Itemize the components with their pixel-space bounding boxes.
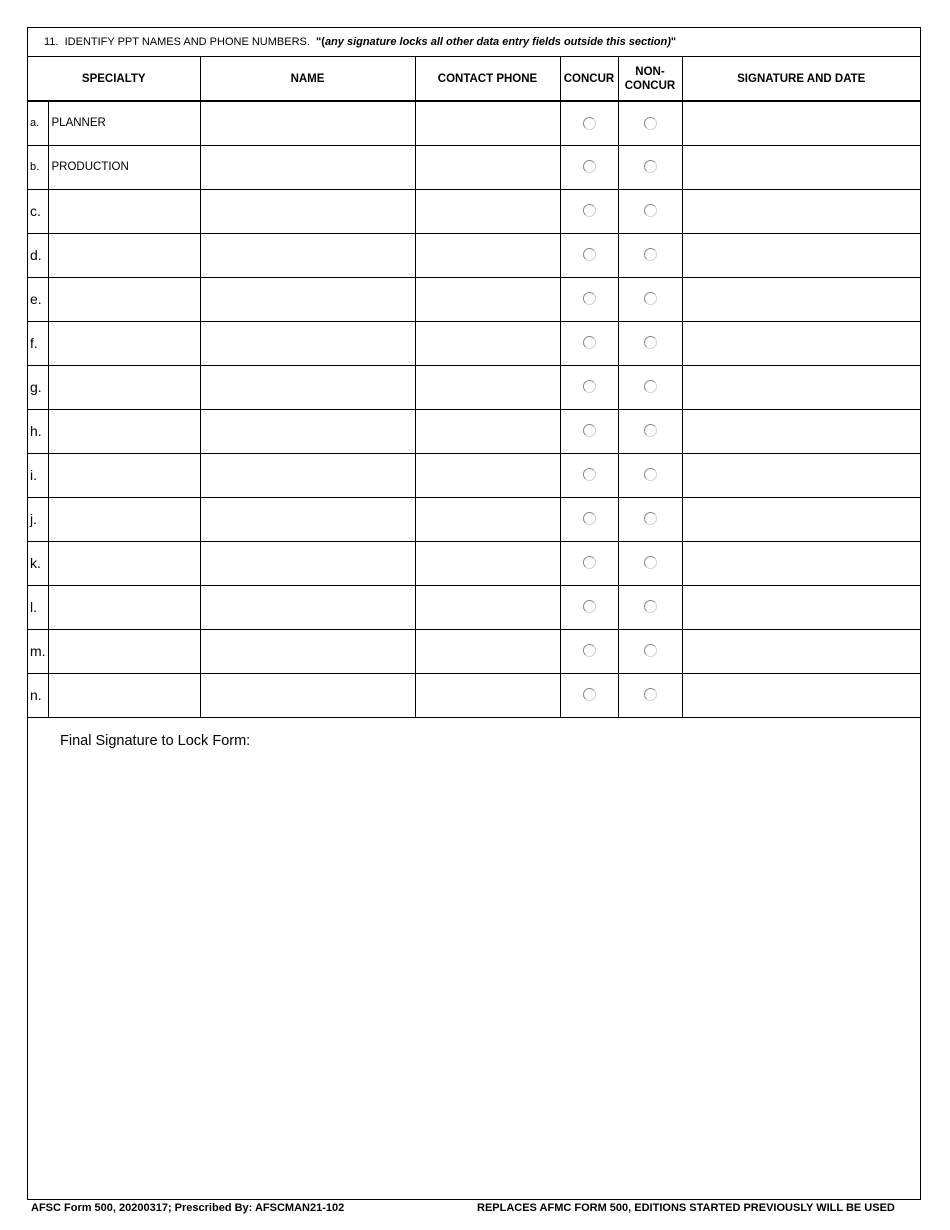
non-concur-radio[interactable]	[644, 556, 657, 569]
signature-field[interactable]	[682, 321, 920, 365]
table-row	[28, 365, 920, 409]
col-signature: SIGNATURE AND DATE	[682, 57, 920, 101]
table-row	[28, 409, 920, 453]
name-field[interactable]	[200, 277, 415, 321]
footer-form-id: AFSC Form 500, 20200317; Prescribed By: AFSCMAN21-102	[31, 1202, 345, 1214]
name-field[interactable]	[200, 189, 415, 233]
specialty-field[interactable]	[48, 497, 200, 541]
table-row	[28, 629, 920, 673]
table-row	[28, 233, 920, 277]
row-letter: f.	[28, 321, 48, 365]
concur-radio[interactable]	[583, 248, 596, 261]
contact-phone-field[interactable]	[415, 189, 560, 233]
row-letter: i.	[28, 453, 48, 497]
signature-field[interactable]	[682, 585, 920, 629]
row-letter: a.	[28, 101, 48, 145]
non-concur-cell	[618, 585, 682, 629]
col-concur: CONCUR	[560, 57, 618, 101]
concur-cell	[560, 453, 618, 497]
non-concur-cell	[618, 673, 682, 717]
row-letter: h.	[28, 409, 48, 453]
concur-radio[interactable]	[583, 117, 596, 130]
concur-radio[interactable]	[583, 424, 596, 437]
concur-radio[interactable]	[583, 336, 596, 349]
concur-cell	[560, 541, 618, 585]
section-number: 11.	[44, 36, 59, 48]
concur-cell	[560, 497, 618, 541]
concur-cell	[560, 233, 618, 277]
signature-field[interactable]	[682, 453, 920, 497]
contact-phone-field[interactable]	[415, 497, 560, 541]
specialty-field[interactable]	[48, 453, 200, 497]
signature-field[interactable]	[682, 629, 920, 673]
non-concur-radio[interactable]	[644, 336, 657, 349]
non-concur-radio[interactable]	[644, 248, 657, 261]
col-non-concur-line1: NON-	[635, 65, 665, 78]
concur-cell	[560, 629, 618, 673]
name-field[interactable]	[200, 453, 415, 497]
signature-field[interactable]	[682, 673, 920, 717]
row-letter: b.	[28, 145, 48, 189]
table-row	[28, 189, 920, 233]
table-row	[28, 145, 920, 189]
concur-radio[interactable]	[583, 160, 596, 173]
non-concur-cell	[618, 277, 682, 321]
concur-radio[interactable]	[583, 644, 596, 657]
non-concur-radio[interactable]	[644, 468, 657, 481]
final-signature-label: Final Signature to Lock Form:	[60, 733, 251, 749]
non-concur-radio[interactable]	[644, 160, 657, 173]
table-header-row	[28, 57, 920, 101]
signature-field[interactable]	[682, 365, 920, 409]
contact-phone-field[interactable]	[415, 673, 560, 717]
col-specialty: SPECIALTY	[28, 57, 200, 101]
table-row	[28, 585, 920, 629]
signature-field[interactable]	[682, 101, 920, 145]
name-field[interactable]	[200, 409, 415, 453]
row-letter: j.	[28, 497, 48, 541]
row-letter: n.	[28, 673, 48, 717]
concur-cell	[560, 189, 618, 233]
footer-replaces: REPLACES AFMC FORM 500, EDITIONS STARTED PREVIOUSLY WILL BE USED	[477, 1202, 895, 1214]
non-concur-radio[interactable]	[644, 600, 657, 613]
signature-field[interactable]	[682, 233, 920, 277]
row-letter: d.	[28, 233, 48, 277]
ppt-table	[28, 57, 920, 718]
row-letter: m.	[28, 629, 48, 673]
contact-phone-field[interactable]	[415, 541, 560, 585]
non-concur-radio[interactable]	[644, 292, 657, 305]
contact-phone-field[interactable]	[415, 145, 560, 189]
col-non-concur	[618, 57, 682, 101]
specialty-field[interactable]: PRODUCTION	[48, 145, 200, 189]
name-field[interactable]	[200, 629, 415, 673]
name-field[interactable]	[200, 497, 415, 541]
row-letter: c.	[28, 189, 48, 233]
name-field[interactable]	[200, 541, 415, 585]
non-concur-cell	[618, 321, 682, 365]
name-field[interactable]	[200, 101, 415, 145]
concur-radio[interactable]	[583, 556, 596, 569]
concur-radio[interactable]	[583, 292, 596, 305]
concur-cell	[560, 101, 618, 145]
name-field[interactable]	[200, 145, 415, 189]
name-field[interactable]	[200, 673, 415, 717]
table-row	[28, 541, 920, 585]
specialty-field[interactable]	[48, 321, 200, 365]
col-contact-phone: CONTACT PHONE	[415, 57, 560, 101]
section-note: any signature locks all other data entry fields outside this section)	[324, 36, 671, 48]
non-concur-radio[interactable]	[644, 380, 657, 393]
signature-field[interactable]	[682, 145, 920, 189]
col-non-concur-line2: CONCUR	[624, 79, 676, 92]
non-concur-radio[interactable]	[644, 117, 657, 130]
contact-phone-field[interactable]	[415, 365, 560, 409]
specialty-field[interactable]	[48, 541, 200, 585]
col-name: NAME	[200, 57, 415, 101]
contact-phone-field[interactable]	[415, 409, 560, 453]
contact-phone-field[interactable]	[415, 277, 560, 321]
non-concur-cell	[618, 189, 682, 233]
signature-field[interactable]	[682, 541, 920, 585]
signature-field[interactable]	[682, 277, 920, 321]
non-concur-cell	[618, 233, 682, 277]
concur-cell	[560, 277, 618, 321]
non-concur-cell	[618, 365, 682, 409]
signature-field[interactable]	[682, 497, 920, 541]
non-concur-cell	[618, 409, 682, 453]
name-field[interactable]	[200, 365, 415, 409]
non-concur-radio[interactable]	[644, 644, 657, 657]
row-letter: l.	[28, 585, 48, 629]
concur-radio[interactable]	[583, 204, 596, 217]
name-field[interactable]	[200, 321, 415, 365]
non-concur-radio[interactable]	[644, 204, 657, 217]
row-letter: e.	[28, 277, 48, 321]
note-close: "	[670, 36, 677, 48]
contact-phone-field[interactable]	[415, 453, 560, 497]
non-concur-cell	[618, 497, 682, 541]
specialty-field[interactable]	[48, 189, 200, 233]
concur-cell	[560, 585, 618, 629]
concur-radio[interactable]	[583, 380, 596, 393]
non-concur-radio[interactable]	[644, 688, 657, 701]
concur-cell	[560, 145, 618, 189]
contact-phone-field[interactable]	[415, 585, 560, 629]
section-heading: IDENTIFY PPT NAMES AND PHONE NUMBERS.	[64, 36, 310, 48]
name-field[interactable]	[200, 233, 415, 277]
table-row	[28, 673, 920, 717]
name-field[interactable]	[200, 585, 415, 629]
row-letter: k.	[28, 541, 48, 585]
specialty-field[interactable]	[48, 365, 200, 409]
non-concur-cell	[618, 453, 682, 497]
concur-cell	[560, 321, 618, 365]
concur-cell	[560, 365, 618, 409]
form-frame	[27, 27, 921, 1200]
contact-phone-field[interactable]	[415, 321, 560, 365]
specialty-field[interactable]	[48, 277, 200, 321]
contact-phone-field[interactable]	[415, 629, 560, 673]
note-open: "(	[316, 36, 325, 48]
specialty-field[interactable]	[48, 409, 200, 453]
non-concur-cell	[618, 541, 682, 585]
table-row	[28, 497, 920, 541]
specialty-field[interactable]	[48, 673, 200, 717]
concur-radio[interactable]	[583, 468, 596, 481]
concur-radio[interactable]	[583, 512, 596, 525]
table-row	[28, 453, 920, 497]
non-concur-cell	[618, 101, 682, 145]
non-concur-radio[interactable]	[644, 512, 657, 525]
specialty-field[interactable]	[48, 233, 200, 277]
specialty-field[interactable]	[48, 585, 200, 629]
contact-phone-field[interactable]	[415, 101, 560, 145]
non-concur-cell	[618, 145, 682, 189]
table-row	[28, 101, 920, 145]
concur-cell	[560, 409, 618, 453]
non-concur-cell	[618, 629, 682, 673]
contact-phone-field[interactable]	[415, 233, 560, 277]
concur-radio[interactable]	[583, 688, 596, 701]
signature-field[interactable]	[682, 189, 920, 233]
specialty-field[interactable]: PLANNER	[48, 101, 200, 145]
concur-radio[interactable]	[583, 600, 596, 613]
non-concur-radio[interactable]	[644, 424, 657, 437]
section-title	[28, 28, 920, 57]
concur-cell	[560, 673, 618, 717]
table-row	[28, 321, 920, 365]
row-letter: g.	[28, 365, 48, 409]
signature-field[interactable]	[682, 409, 920, 453]
specialty-field[interactable]	[48, 629, 200, 673]
table-row	[28, 277, 920, 321]
